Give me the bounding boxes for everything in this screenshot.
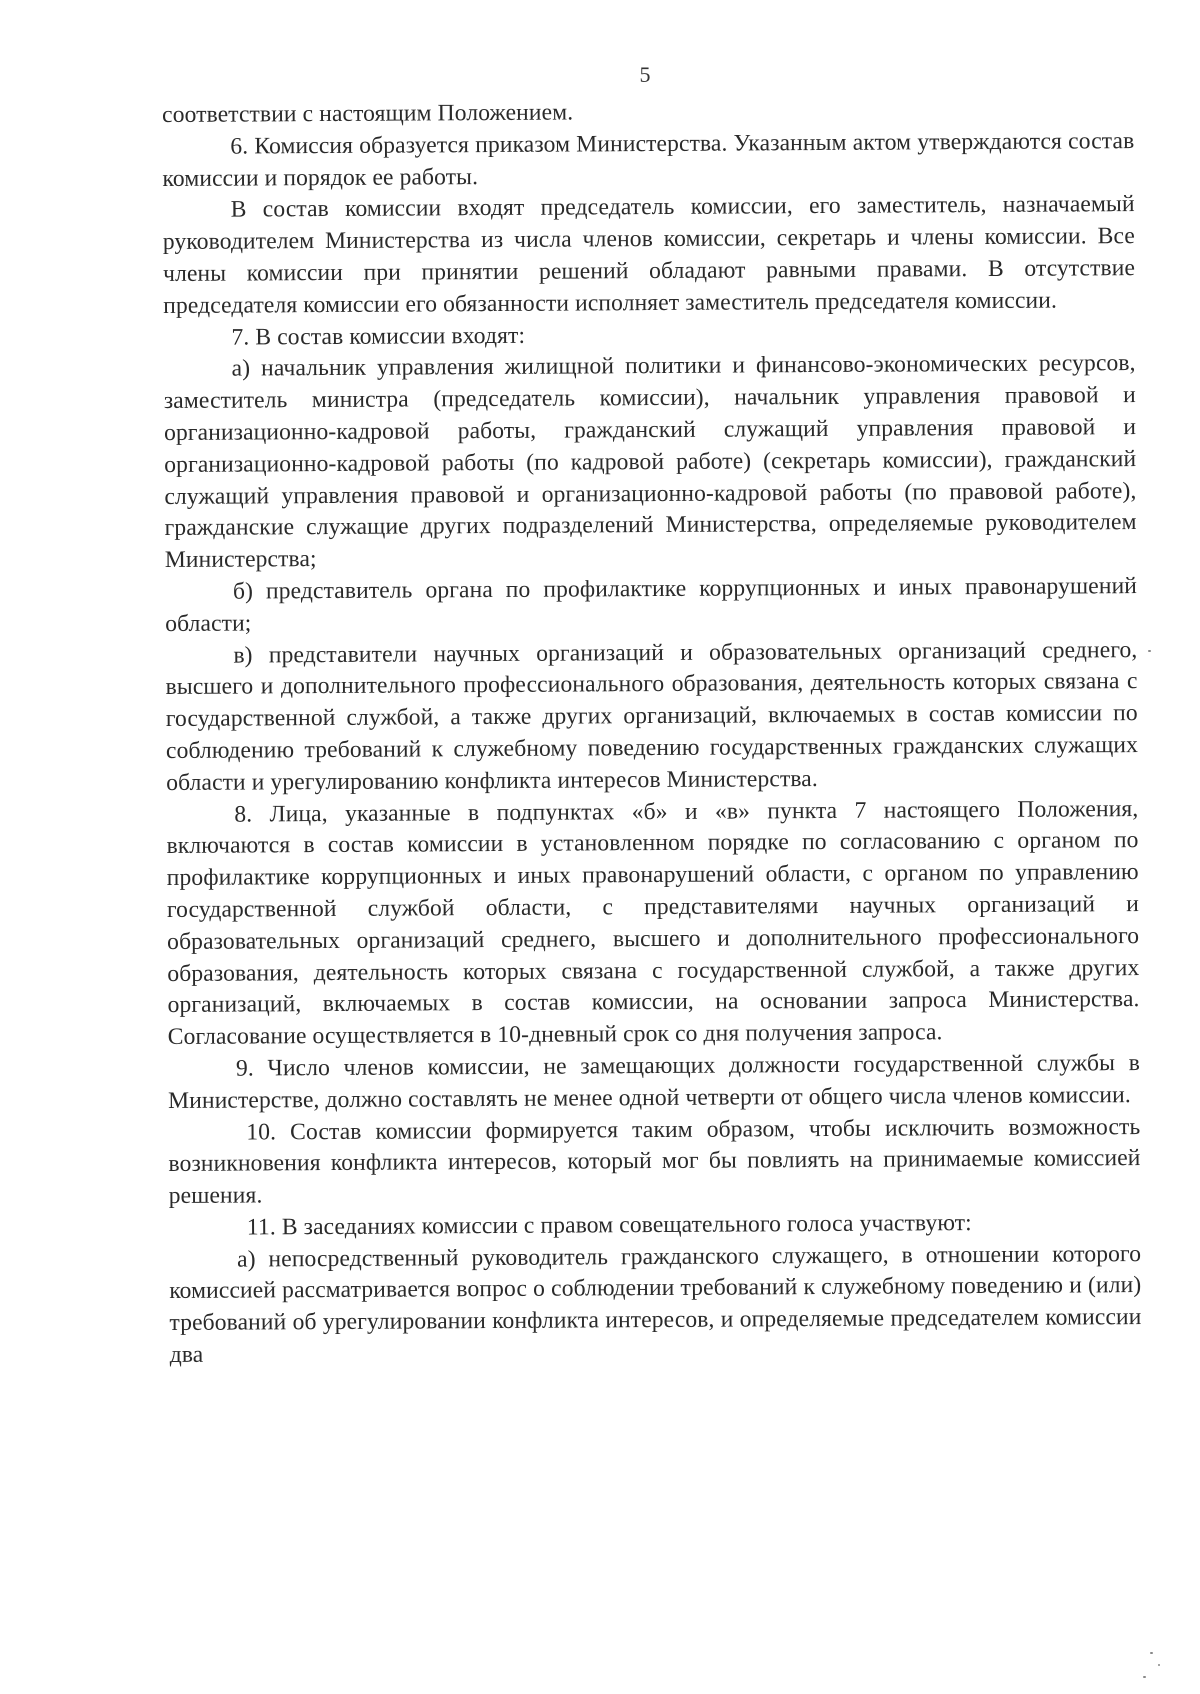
- paragraph-item-9: 9. Число членов комиссии, не замещающих должности государственной службы в Министерстве, должно составлять не менее одной четверти от общего числа членов комиссии.: [168, 1049, 1140, 1114]
- scan-speck: [1143, 1676, 1146, 1678]
- paragraph-item-7: 7. В состав комиссии входят:: [231, 322, 526, 351]
- paragraph-continuation: соответствии с настоящим Положением.: [162, 99, 574, 128]
- paragraph-item-6: 6. Комиссия образуется приказом Министерства. Указанным актом утверждаются состав комиссии и порядок ее работы.: [162, 127, 1135, 192]
- scan-speck: [1158, 1664, 1160, 1666]
- paragraph-item-7a: а) начальник управления жилищной политики и финансово-экономических ресурсов, заместитель министра (председатель комиссии), начальник управления правовой и организационно-кадровой работы, гражданский служащий управления правовой и организационно-кадровой работы (по кадровой работе) (секретарь комиссии), гражданский служащий управления правовой и организационно-кадровой работы (по правовой работе), гражданские служащие других подразделений Министерства, определяемые руководителем Министерства;: [163, 350, 1137, 574]
- paragraph-item-8: 8. Лица, указанные в подпунктах «б» и «в» пункта 7 настоящего Положения, включаются в состав комиссии в установленном порядке по согласованию с органом по профилактике коррупционных и иных правонарушений области, с органом по управлению государственной службой области, с представителями научных организаций и образовательных организаций среднего, высшего и дополнительного профессионального образования, деятельность которых связана с государственной службой, а также других организаций, включаемых в состав комиссии, на основании запроса Министерства. Согласование осуществляется в 10-дневный срок со дня получения запроса.: [166, 795, 1140, 1051]
- scan-speck: [1148, 650, 1151, 652]
- paragraph-item-11: 11. В заседаниях комиссии с правом совещательного голоса участвуют:: [246, 1209, 972, 1241]
- paragraph-item-10: 10. Состав комиссии формируется таким образом, чтобы исключить возможность возникновения конфликта интересов, который мог бы повлиять на принимаемые комиссией решения.: [168, 1113, 1141, 1210]
- scan-speck: [1150, 1652, 1153, 1654]
- paragraph-item-7v: в) представители научных организаций и образовательных организаций среднего, высшего и дополнительного профессионального образования, деятельность которых связана с государственной службой, а также других организаций, включаемых в состав комиссии по соблюдению требований к служебному поведению государственных гражданских служащих области и урегулированию конфликта интересов Министерства.: [165, 636, 1139, 796]
- page-number: 5: [639, 62, 651, 87]
- paragraph-item-7b: б) представитель органа по профилактике коррупционных и иных правонарушений области;: [165, 573, 1138, 637]
- paragraph-commission-composition: В состав комиссии входят председатель комиссии, его заместитель, назначаемый руководителем Министерства из числа членов комиссии, секретарь и члены комиссии. Все члены комиссии при принятии решений обладают равными правами. В отсутствие председателя комиссии его обязанности исполняет заместитель председателя комиссии.: [162, 191, 1136, 319]
- paragraph-item-11a: а) непосредственный руководитель гражданского служащего, в отношении которого комиссией рассматривается вопрос о соблюдении требований к служебному поведению и (или) требований об урегулировании конфликта интересов, и определяемые председателем комиссии два: [169, 1240, 1142, 1369]
- document-body: [162, 94, 1142, 1372]
